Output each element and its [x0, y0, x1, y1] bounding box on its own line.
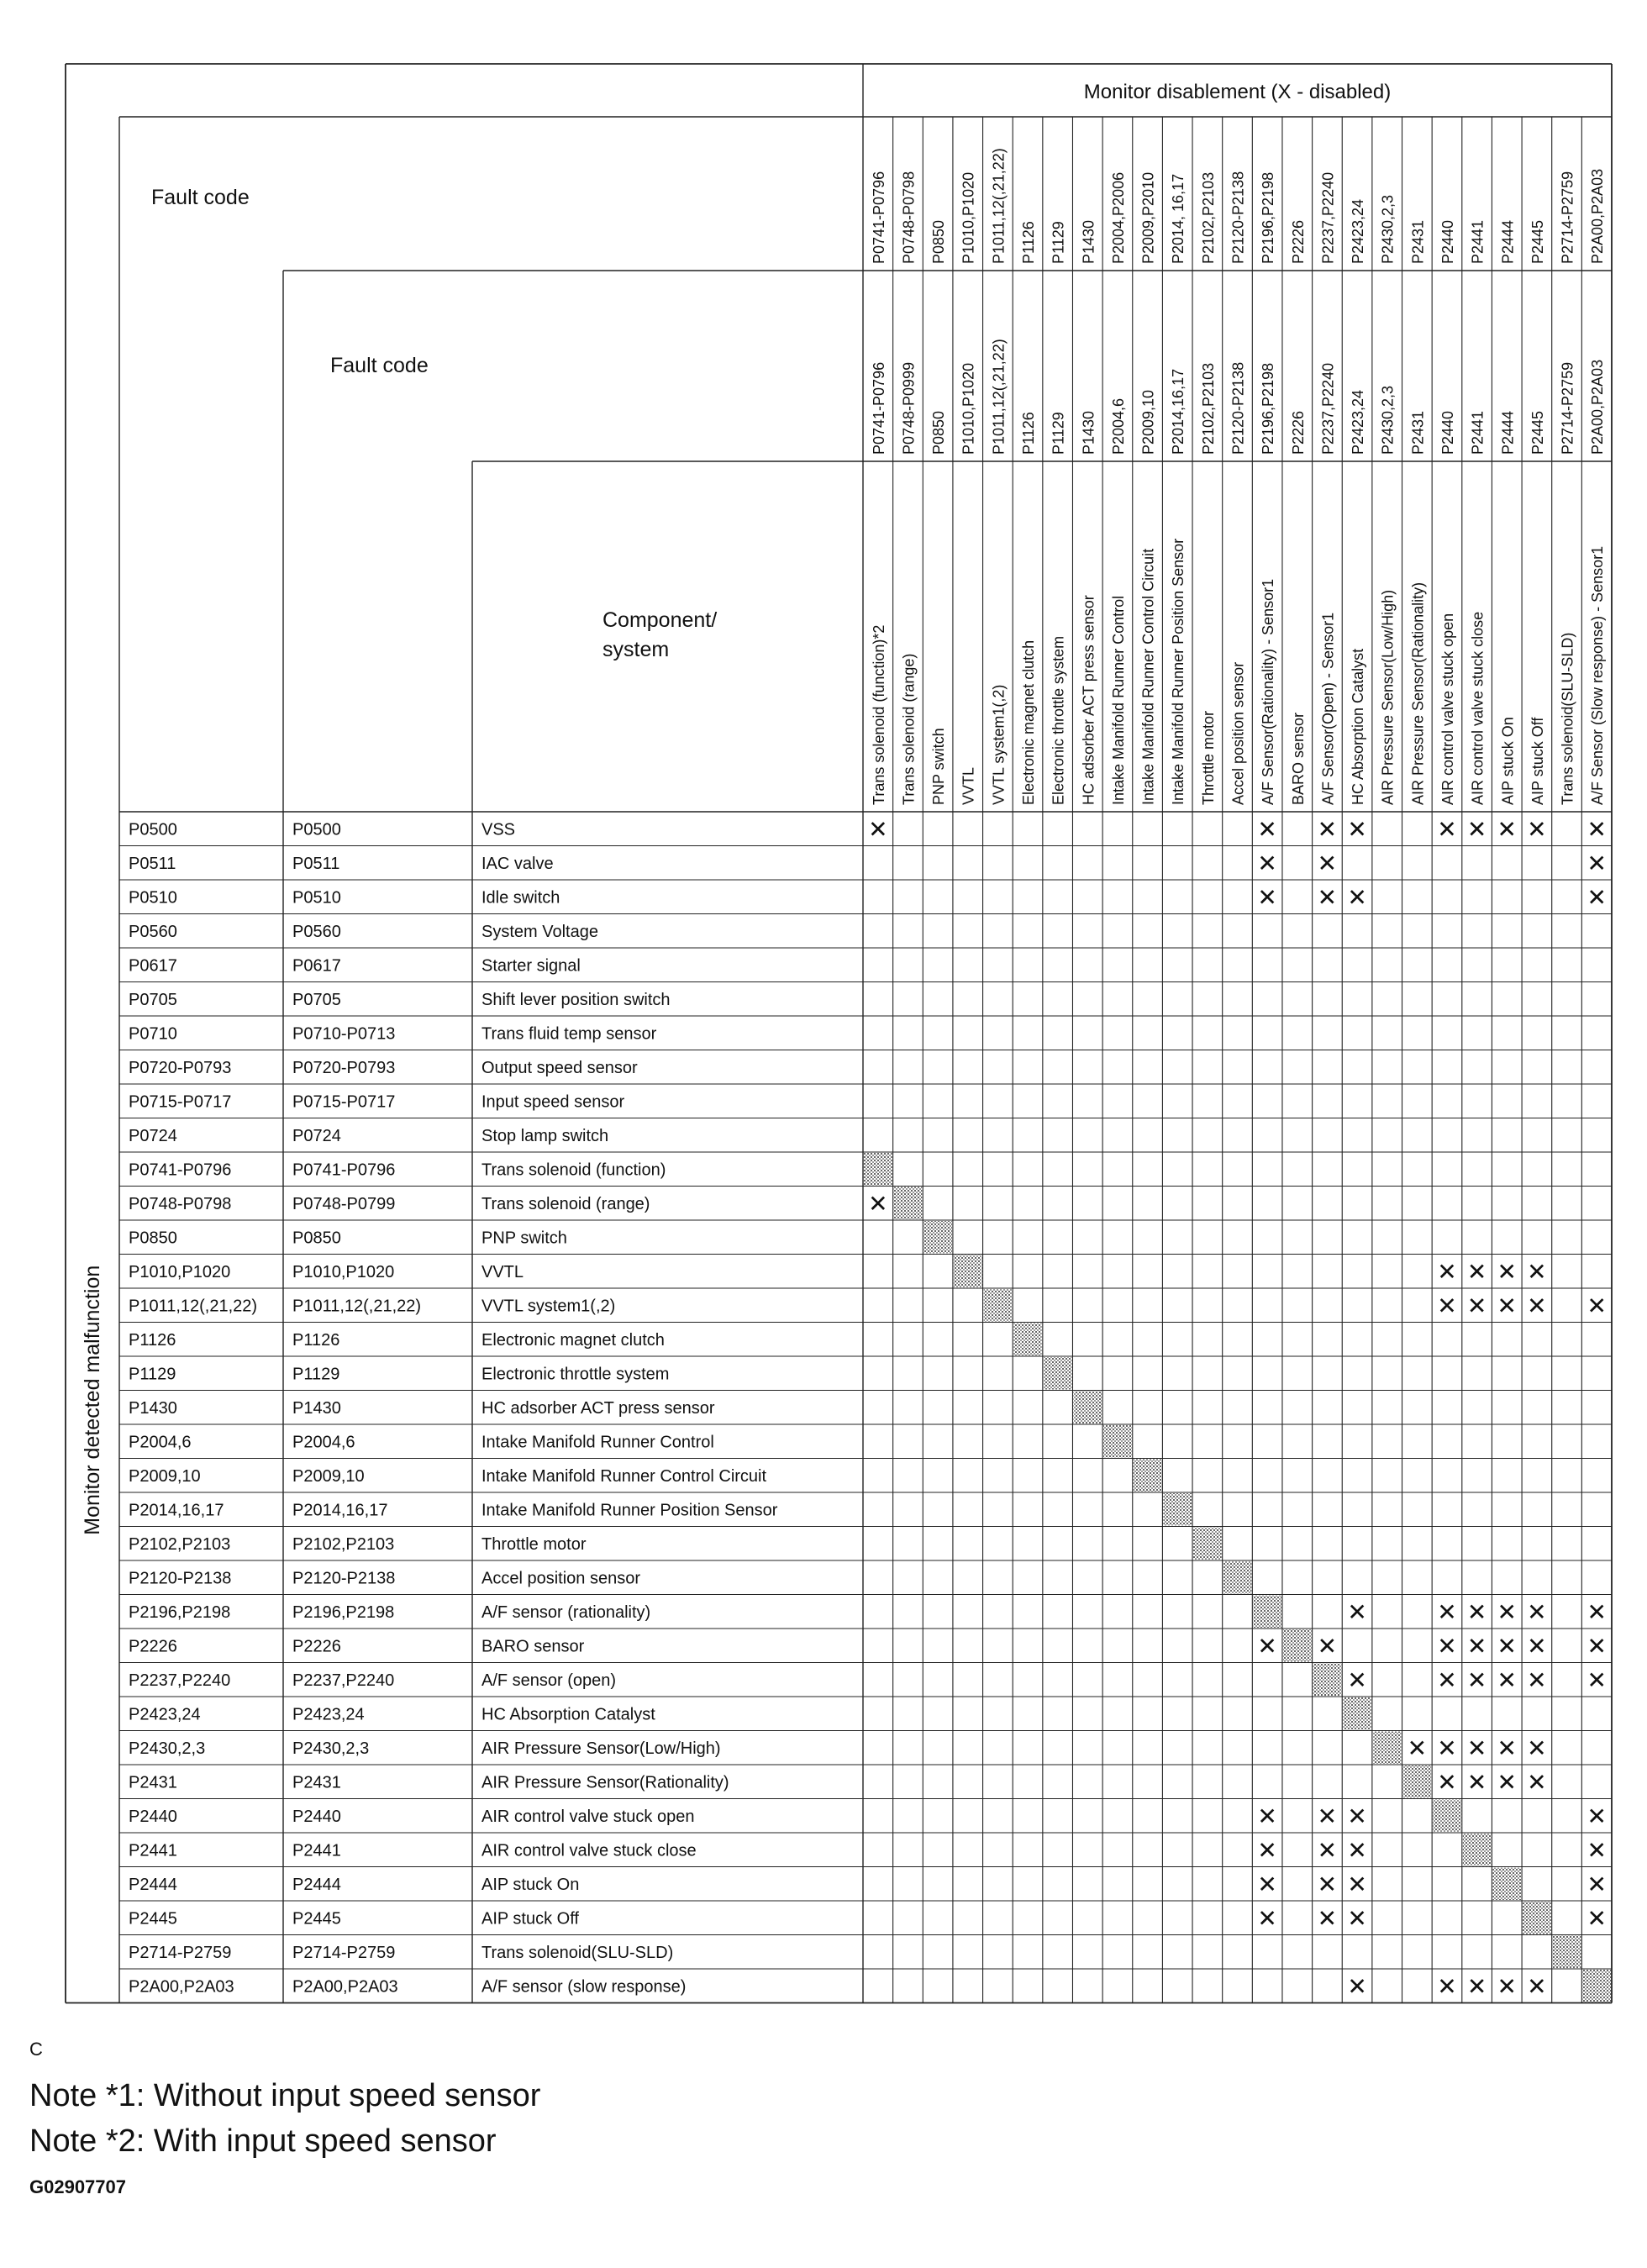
column-code-top: P2440 — [1439, 219, 1456, 264]
row-component-name: Trans solenoid (function) — [481, 1160, 666, 1180]
row-fault-code-second: P0510 — [292, 888, 341, 908]
column-component-name: Trans solenoid(SLU-SLD) — [1559, 632, 1576, 805]
row-fault-code-second: P2196,P2198 — [292, 1602, 395, 1622]
row-fault-code-second: P1010,P1020 — [292, 1262, 395, 1281]
row-fault-code: P2196,P2198 — [129, 1602, 231, 1622]
row-component-name: IAC valve — [481, 854, 554, 873]
disabled-x-mark: ✕ — [1437, 1633, 1457, 1660]
column-code-second: P2423,24 — [1350, 389, 1367, 455]
row-fault-code: P0741-P0796 — [129, 1160, 232, 1180]
disabled-x-mark: ✕ — [1317, 884, 1338, 911]
disabled-x-mark: ✕ — [1527, 1734, 1547, 1761]
disabled-x-mark: ✕ — [1257, 1905, 1277, 1932]
row-fault-code-second: P0720-P0793 — [292, 1058, 396, 1077]
row-fault-code: P2444 — [129, 1875, 177, 1894]
disabled-x-mark: ✕ — [1347, 1973, 1367, 2000]
disabled-x-mark: ✕ — [1466, 1292, 1487, 1319]
disabled-x-mark: ✕ — [1347, 1905, 1367, 1932]
row-fault-code-second: P0511 — [292, 854, 340, 873]
row-component-name: VVTL system1(,2) — [481, 1297, 616, 1316]
disabled-x-mark: ✕ — [1257, 816, 1277, 843]
row-component-name: AIR control valve stuck close — [481, 1841, 697, 1860]
disabled-x-mark: ✕ — [1586, 1598, 1607, 1625]
column-code-second: P0748-P0999 — [900, 361, 918, 455]
row-fault-code: P0710 — [129, 1024, 177, 1044]
disabled-x-mark: ✕ — [1586, 850, 1607, 876]
disabled-x-mark: ✕ — [1586, 1666, 1607, 1693]
self-cell-shade — [1253, 1596, 1281, 1629]
row-fault-code-second: P2226 — [292, 1637, 341, 1656]
disabled-x-mark: ✕ — [1466, 1598, 1487, 1625]
row-component-name: Stop lamp switch — [481, 1126, 609, 1145]
disabled-x-mark: ✕ — [1527, 1973, 1547, 2000]
column-code-second: P2440 — [1439, 410, 1456, 455]
row-fault-code-second: P0705 — [292, 990, 341, 1009]
disabled-x-mark: ✕ — [1347, 1666, 1367, 1693]
row-fault-code: P2441 — [129, 1841, 177, 1860]
disabled-x-mark: ✕ — [1317, 816, 1338, 843]
column-code-second: P1430 — [1080, 410, 1097, 455]
self-cell-shade — [984, 1289, 1013, 1322]
self-cell-shade — [1313, 1664, 1342, 1697]
disabled-x-mark: ✕ — [1257, 1802, 1277, 1829]
disabled-x-mark: ✕ — [1527, 1292, 1547, 1319]
row-fault-code: P0705 — [129, 990, 177, 1009]
self-cell-shade — [1013, 1323, 1042, 1356]
disabled-x-mark: ✕ — [1407, 1734, 1428, 1761]
row-component-name: BARO sensor — [481, 1637, 585, 1656]
row-fault-code-second: P0617 — [292, 956, 341, 976]
self-cell-shade — [864, 1153, 892, 1186]
column-code-second: P1010,P1020 — [960, 362, 977, 455]
column-component-name: AIR Pressure Sensor(Low/High) — [1379, 589, 1397, 805]
column-code-top: P2A00,P2A03 — [1589, 168, 1607, 264]
disabled-x-mark: ✕ — [1437, 1734, 1457, 1761]
row-component-name: AIP stuck On — [481, 1875, 580, 1894]
row-fault-code: P2014,16,17 — [129, 1501, 224, 1520]
row-fault-code: P2120-P2138 — [129, 1569, 232, 1588]
self-cell-shade — [1553, 1936, 1581, 1969]
disabled-x-mark: ✕ — [1317, 1871, 1338, 1897]
fault-code-header-second: Fault code — [330, 354, 429, 377]
row-fault-code: P1129 — [129, 1365, 176, 1384]
column-code-second: P0850 — [930, 410, 948, 455]
self-cell-shade — [1134, 1460, 1162, 1492]
column-component-name: Throttle motor — [1199, 710, 1217, 805]
row-fault-code-second: P0724 — [292, 1126, 341, 1145]
disabled-x-mark: ✕ — [1347, 1802, 1367, 1829]
row-fault-code-second: P2004,6 — [292, 1433, 355, 1452]
column-component-name: AIP stuck On — [1499, 717, 1517, 805]
column-code-top: P2441 — [1469, 219, 1487, 264]
row-component-name: AIR Pressure Sensor(Low/High) — [481, 1739, 721, 1758]
row-fault-code-second: P2431 — [292, 1773, 341, 1792]
row-fault-code-second: P2444 — [292, 1875, 341, 1894]
column-code-second: P1126 — [1020, 412, 1038, 455]
disabled-x-mark: ✕ — [1497, 1734, 1517, 1761]
row-fault-code: P2423,24 — [129, 1705, 201, 1724]
column-component-name: Electronic throttle system — [1050, 635, 1067, 805]
column-component-name: Trans solenoid (range) — [900, 653, 918, 805]
disabled-x-mark: ✕ — [1527, 1258, 1547, 1285]
component-system-header: Component/ — [602, 608, 718, 632]
self-cell-shade — [1582, 1970, 1611, 2002]
column-code-top: P2226 — [1289, 219, 1307, 264]
self-cell-shade — [1523, 1902, 1551, 1934]
row-component-name: HC Absorption Catalyst — [481, 1705, 655, 1724]
column-code-top: P2009,P2010 — [1139, 171, 1157, 264]
row-fault-code: P2A00,P2A03 — [129, 1977, 234, 1997]
column-code-second: P2430,2,3 — [1379, 385, 1397, 455]
column-code-second: P2226 — [1289, 410, 1307, 455]
row-fault-code-second: P2423,24 — [292, 1705, 365, 1724]
disabled-x-mark: ✕ — [1586, 1871, 1607, 1897]
self-cell-shade — [1373, 1732, 1402, 1765]
self-cell-shade — [954, 1255, 982, 1288]
row-fault-code-second: P0850 — [292, 1229, 341, 1248]
disabled-x-mark: ✕ — [1257, 1837, 1277, 1864]
row-fault-code: P1126 — [129, 1330, 176, 1350]
disabled-x-mark: ✕ — [1317, 1633, 1338, 1660]
component-system-header: system — [602, 638, 670, 661]
column-code-top: P2431 — [1409, 219, 1427, 264]
row-fault-code-second: P2A00,P2A03 — [292, 1977, 398, 1997]
row-fault-code: P0500 — [129, 820, 177, 839]
column-code-second: P2196,P2198 — [1260, 362, 1277, 455]
disabled-x-mark: ✕ — [1497, 1769, 1517, 1796]
self-cell-shade — [1073, 1392, 1102, 1424]
row-component-name: Trans solenoid (range) — [481, 1194, 650, 1213]
column-code-second: P1129 — [1050, 412, 1067, 455]
disabled-x-mark: ✕ — [1257, 884, 1277, 911]
row-fault-code: P0560 — [129, 922, 177, 941]
column-code-top: P2120-P2138 — [1229, 171, 1247, 264]
column-code-second: P2441 — [1469, 410, 1487, 455]
row-component-name: Intake Manifold Runner Position Sensor — [481, 1501, 778, 1520]
disabled-x-mark: ✕ — [1437, 1666, 1457, 1693]
self-cell-shade — [1193, 1528, 1222, 1560]
monitor-disablement-title: Monitor disablement (X - disabled) — [1083, 81, 1392, 103]
row-fault-code: P2102,P2103 — [129, 1534, 231, 1554]
column-code-second: P2102,P2103 — [1199, 362, 1217, 455]
monitor-detected-malfunction-label: Monitor detected malfunction — [81, 1265, 104, 1535]
self-cell-shade — [923, 1221, 952, 1254]
row-component-name: Idle switch — [481, 888, 560, 908]
row-fault-code: P0715-P0717 — [129, 1092, 232, 1112]
column-code-second: P0741-P0796 — [870, 361, 887, 455]
column-component-name: BARO sensor — [1289, 712, 1307, 805]
row-fault-code: P2226 — [129, 1637, 177, 1656]
column-component-name: AIR Pressure Sensor(Rationality) — [1409, 581, 1427, 805]
row-component-name: Output speed sensor — [481, 1058, 638, 1077]
disabled-x-mark: ✕ — [1497, 1973, 1517, 2000]
column-code-top: P2430,2,3 — [1379, 194, 1397, 264]
row-component-name: Input speed sensor — [481, 1092, 625, 1112]
column-component-name: AIR control valve stuck close — [1469, 611, 1487, 805]
row-component-name: VSS — [481, 820, 516, 839]
column-code-top: P2237,P2240 — [1319, 171, 1337, 264]
disabled-x-mark: ✕ — [1347, 1871, 1367, 1897]
row-fault-code-second: P2102,P2103 — [292, 1534, 395, 1554]
disabled-x-mark: ✕ — [1586, 884, 1607, 911]
column-code-second: P2A00,P2A03 — [1589, 359, 1607, 455]
row-component-name: AIP stuck Off — [481, 1909, 579, 1929]
self-cell-shade — [1103, 1425, 1132, 1458]
disabled-x-mark: ✕ — [1437, 816, 1457, 843]
column-code-second: P2014,16,17 — [1170, 368, 1187, 455]
column-code-top: P2444 — [1499, 219, 1517, 264]
disabled-x-mark: ✕ — [1586, 816, 1607, 843]
row-component-name: Starter signal — [481, 956, 581, 976]
row-fault-code-second: P2441 — [292, 1841, 341, 1860]
self-cell-shade — [1343, 1697, 1371, 1730]
row-fault-code-second: P2430,2,3 — [292, 1739, 370, 1758]
row-component-name: Accel position sensor — [481, 1569, 640, 1588]
row-fault-code-second: P1011,12(,21,22) — [292, 1297, 422, 1316]
row-fault-code: P0850 — [129, 1229, 177, 1248]
row-fault-code: P1430 — [129, 1398, 177, 1418]
disabled-x-mark: ✕ — [1586, 1292, 1607, 1319]
row-fault-code: P0617 — [129, 956, 177, 976]
self-cell-shade — [1492, 1868, 1521, 1901]
disabled-x-mark: ✕ — [1466, 1973, 1487, 2000]
column-code-top: P0850 — [930, 219, 948, 264]
disabled-x-mark: ✕ — [1527, 1598, 1547, 1625]
column-code-top: P2014, 16,17 — [1170, 173, 1187, 264]
row-fault-code: P2004,6 — [129, 1433, 192, 1452]
disabled-x-mark: ✕ — [1437, 1973, 1457, 2000]
disabled-x-mark: ✕ — [1437, 1598, 1457, 1625]
column-code-second: P2445 — [1529, 410, 1546, 455]
disabled-x-mark: ✕ — [1317, 1837, 1338, 1864]
column-component-name: PNP switch — [930, 728, 948, 805]
self-cell-shade — [1163, 1493, 1192, 1526]
row-fault-code: P2009,10 — [129, 1466, 201, 1486]
row-component-name: AIR Pressure Sensor(Rationality) — [481, 1773, 729, 1792]
disabled-x-mark: ✕ — [1466, 1734, 1487, 1761]
column-code-top: P1011,12(,21,22) — [990, 148, 1008, 264]
disabled-x-mark: ✕ — [1466, 816, 1487, 843]
disabled-x-mark: ✕ — [1527, 1633, 1547, 1660]
column-component-name: AIR control valve stuck open — [1439, 613, 1456, 805]
row-fault-code: P0720-P0793 — [129, 1058, 232, 1077]
self-cell-shade — [894, 1187, 923, 1220]
column-component-name: A/F Sensor (Slow response) - Sensor1 — [1589, 545, 1607, 805]
column-code-second: P2004,6 — [1109, 397, 1127, 455]
column-code-top: P2102,P2103 — [1199, 171, 1217, 264]
row-component-name: Intake Manifold Runner Control — [481, 1433, 714, 1452]
disabled-x-mark: ✕ — [1586, 1633, 1607, 1660]
column-code-second: P2444 — [1499, 410, 1517, 455]
self-cell-shade — [1044, 1357, 1072, 1390]
row-fault-code: P0748-P0798 — [129, 1194, 232, 1213]
disabled-x-mark: ✕ — [1437, 1292, 1457, 1319]
row-component-name: Trans fluid temp sensor — [481, 1024, 657, 1044]
row-fault-code-second: P2120-P2138 — [292, 1569, 396, 1588]
row-fault-code: P2714-P2759 — [129, 1943, 232, 1962]
column-component-name: Intake Manifold Runner Position Sensor — [1170, 538, 1187, 805]
disabled-x-mark: ✕ — [1347, 1837, 1367, 1864]
row-fault-code-second: P2440 — [292, 1807, 341, 1826]
note-c-label: C — [29, 2039, 43, 2060]
row-fault-code: P1010,P1020 — [129, 1262, 231, 1281]
table-body — [129, 816, 1611, 2002]
disabled-x-mark: ✕ — [1497, 1598, 1517, 1625]
row-fault-code-second: P2237,P2240 — [292, 1671, 395, 1690]
column-component-name: VVTL system1(,2) — [990, 684, 1008, 805]
disabled-x-mark: ✕ — [1347, 1598, 1367, 1625]
column-code-top: P0741-P0796 — [870, 171, 887, 264]
row-fault-code-second: P0710-P0713 — [292, 1024, 396, 1044]
row-fault-code-second: P0748-P0799 — [292, 1194, 396, 1213]
row-fault-code-second: P1430 — [292, 1398, 341, 1418]
column-code-top: P2423,24 — [1350, 198, 1367, 264]
disabled-x-mark: ✕ — [1466, 1769, 1487, 1796]
row-fault-code: P0724 — [129, 1126, 177, 1145]
row-component-name: A/F sensor (slow response) — [481, 1977, 687, 1997]
disabled-x-mark: ✕ — [1527, 1666, 1547, 1693]
row-fault-code: P2237,P2240 — [129, 1671, 231, 1690]
column-component-name: HC Absorption Catalyst — [1350, 648, 1367, 805]
disabled-x-mark: ✕ — [1347, 884, 1367, 911]
column-component-name: A/F Sensor(Rationality) - Sensor1 — [1260, 578, 1277, 805]
table-header — [81, 81, 1606, 1535]
row-fault-code-second: P2009,10 — [292, 1466, 365, 1486]
disabled-x-mark: ✕ — [868, 1190, 888, 1217]
column-code-second: P2009,10 — [1139, 389, 1157, 455]
row-component-name: Electronic magnet clutch — [481, 1330, 665, 1350]
column-component-name: Trans solenoid (function)*2 — [870, 624, 887, 805]
column-code-top: P2445 — [1529, 219, 1546, 264]
figure-id: G02907707 — [29, 2176, 126, 2197]
self-cell-shade — [1463, 1834, 1492, 1866]
self-cell-shade — [1433, 1800, 1461, 1833]
disabled-x-mark: ✕ — [1317, 850, 1338, 876]
disabled-x-mark: ✕ — [1466, 1666, 1487, 1693]
self-cell-shade — [1283, 1629, 1312, 1662]
disabled-x-mark: ✕ — [1466, 1258, 1487, 1285]
row-fault-code-second: P0741-P0796 — [292, 1160, 396, 1180]
row-fault-code-second: P1129 — [292, 1365, 340, 1384]
column-code-top: P1126 — [1020, 221, 1038, 264]
row-fault-code-second: P1126 — [292, 1330, 340, 1350]
column-code-top: P2196,P2198 — [1260, 171, 1277, 264]
row-component-name: A/F sensor (open) — [481, 1671, 617, 1690]
self-cell-shade — [1403, 1765, 1432, 1798]
row-fault-code: P2440 — [129, 1807, 177, 1826]
row-fault-code-second: P0715-P0717 — [292, 1092, 396, 1112]
row-fault-code: P0511 — [129, 854, 176, 873]
row-component-name: PNP switch — [481, 1229, 567, 1248]
disabled-x-mark: ✕ — [1527, 816, 1547, 843]
column-code-second: P2120-P2138 — [1229, 361, 1247, 455]
disabled-x-mark: ✕ — [1497, 816, 1517, 843]
row-fault-code: P2431 — [129, 1773, 177, 1792]
disabled-x-mark: ✕ — [1257, 1871, 1277, 1897]
column-component-name: A/F Sensor(Open) - Sensor1 — [1319, 612, 1337, 805]
disabled-x-mark: ✕ — [1437, 1258, 1457, 1285]
row-fault-code-second: P2714-P2759 — [292, 1943, 396, 1962]
column-component-name: AIP stuck Off — [1529, 717, 1546, 805]
fault-code-header-top: Fault code — [151, 186, 250, 209]
disabled-x-mark: ✕ — [1497, 1633, 1517, 1660]
column-component-name: Accel position sensor — [1229, 661, 1247, 805]
row-component-name: AIR control valve stuck open — [481, 1807, 695, 1826]
row-fault-code: P2430,2,3 — [129, 1739, 206, 1758]
row-fault-code-second: P0500 — [292, 820, 341, 839]
row-component-name: System Voltage — [481, 922, 598, 941]
disabled-x-mark: ✕ — [1257, 1633, 1277, 1660]
row-component-name: Throttle motor — [481, 1534, 587, 1554]
row-component-name: VVTL — [481, 1262, 524, 1281]
disabled-x-mark: ✕ — [1586, 1905, 1607, 1932]
disabled-x-mark: ✕ — [868, 816, 888, 843]
column-code-top: P0748-P0798 — [900, 171, 918, 264]
column-code-second: P2714-P2759 — [1559, 361, 1576, 455]
row-fault-code-second: P2014,16,17 — [292, 1501, 388, 1520]
column-code-top: P1129 — [1050, 221, 1067, 264]
row-fault-code-second: P2445 — [292, 1909, 341, 1929]
row-component-name: A/F sensor (rationality) — [481, 1602, 651, 1622]
column-code-top: P1430 — [1080, 219, 1097, 264]
column-code-second: P2237,P2240 — [1319, 362, 1337, 455]
disabled-x-mark: ✕ — [1586, 1837, 1607, 1864]
row-component-name: Trans solenoid(SLU-SLD) — [481, 1943, 674, 1962]
disabled-x-mark: ✕ — [1586, 1802, 1607, 1829]
column-component-name: VVTL — [960, 766, 977, 805]
disabled-x-mark: ✕ — [1257, 850, 1277, 876]
row-fault-code: P1011,12(,21,22) — [129, 1297, 258, 1316]
column-code-top: P1010,P1020 — [960, 171, 977, 264]
disabled-x-mark: ✕ — [1497, 1292, 1517, 1319]
row-fault-code: P0510 — [129, 888, 177, 908]
disabled-x-mark: ✕ — [1317, 1905, 1338, 1932]
row-fault-code-second: P0560 — [292, 922, 341, 941]
disabled-x-mark: ✕ — [1347, 816, 1367, 843]
self-cell-shade — [1223, 1561, 1252, 1594]
disabled-x-mark: ✕ — [1497, 1258, 1517, 1285]
disabled-x-mark: ✕ — [1317, 1802, 1338, 1829]
row-component-name: Electronic throttle system — [481, 1365, 670, 1384]
note-1: Note *1: Without input speed sensor — [29, 2078, 541, 2113]
disabled-x-mark: ✕ — [1466, 1633, 1487, 1660]
row-component-name: Shift lever position switch — [481, 990, 671, 1009]
disabled-x-mark: ✕ — [1497, 1666, 1517, 1693]
row-component-name: HC adsorber ACT press sensor — [481, 1398, 715, 1418]
column-component-name: Intake Manifold Runner Control — [1109, 595, 1127, 805]
column-component-name: Electronic magnet clutch — [1020, 639, 1038, 805]
column-code-top: P2714-P2759 — [1559, 171, 1576, 264]
column-component-name: HC adsorber ACT press sensor — [1080, 595, 1097, 805]
column-component-name: Intake Manifold Runner Control Circuit — [1139, 548, 1157, 805]
note-2: Note *2: With input speed sensor — [29, 2123, 497, 2159]
column-code-second: P2431 — [1409, 410, 1427, 455]
row-fault-code: P2445 — [129, 1909, 177, 1929]
column-code-top: P2004,P2006 — [1109, 171, 1127, 264]
disabled-x-mark: ✕ — [1527, 1769, 1547, 1796]
disabled-x-mark: ✕ — [1437, 1769, 1457, 1796]
row-component-name: Intake Manifold Runner Control Circuit — [481, 1466, 767, 1486]
column-code-second: P1011,12(,21,22) — [990, 339, 1008, 455]
